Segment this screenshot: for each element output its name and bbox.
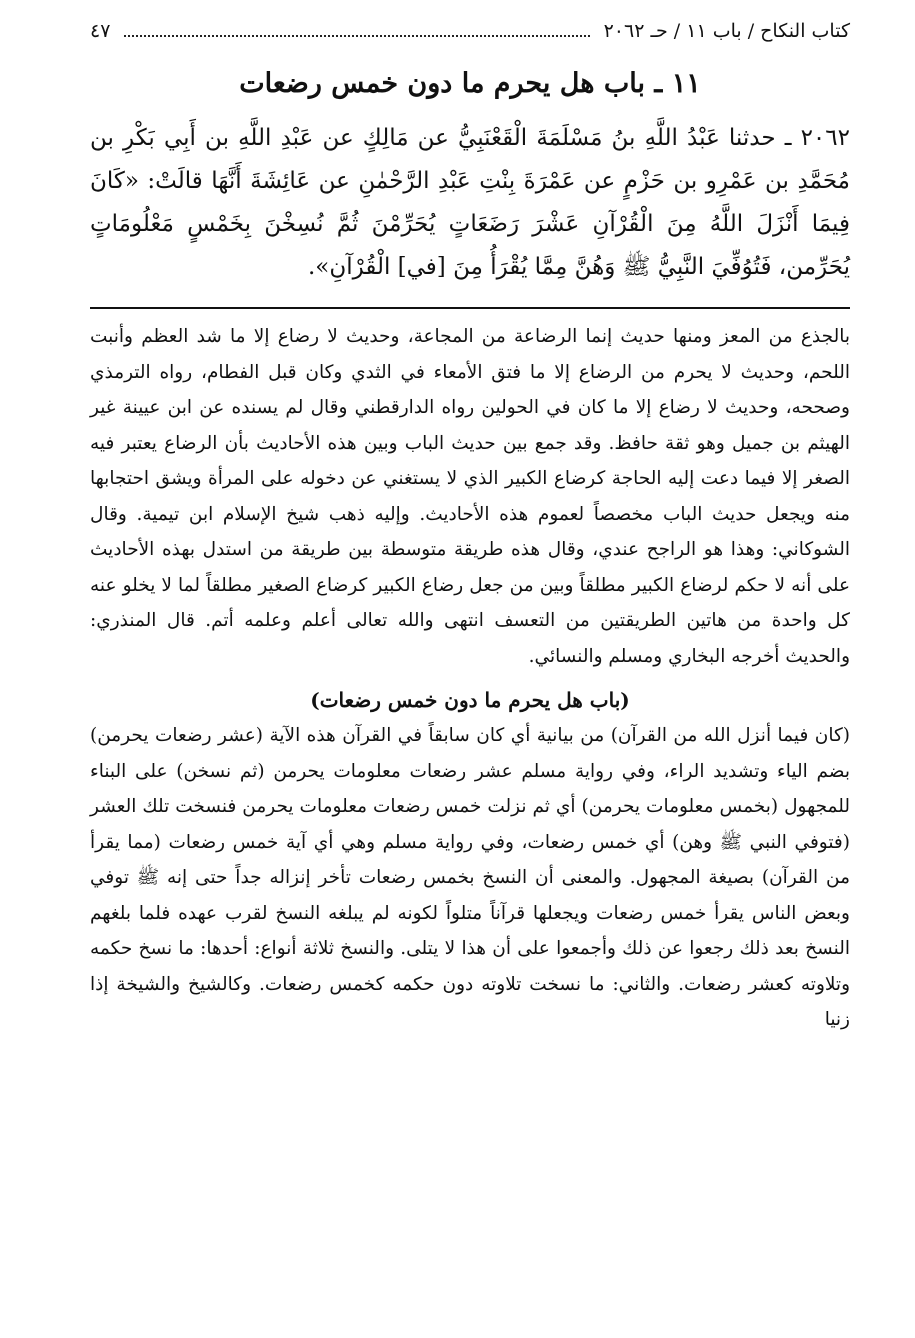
running-title: كتاب النكاح / باب ١١ / حـ ٢٠٦٢ xyxy=(603,20,850,42)
explanation-title: (باب هل يحرم ما دون خمس رضعات) xyxy=(310,688,630,712)
hadith-text: ٢٠٦٢ ـ حدثنا عَبْدُ اللَّهِ بنُ مَسْلَمَةَ الْقَعْنَبِيُّ عن مَالِكٍ عن عَبْدِ اللَّهِ بن أَبِي بَكْرِ بن مُحَمَّدِ بن عَمْرِو بن حَزْمٍ عن عَمْرَةَ بِنْتِ عَبْدِ الرَّحْمٰنِ عن عَائِشَةَ أَنَّهَا قالَتْ: «كَانَ فِيمَا أَنْزَلَ اللَّهُ مِنَ الْقُرْآنِ عَشْرَ رَضَعَاتٍ يُحَرِّمْنَ ثُمَّ نُسِخْنَ بِخَمْسٍ مَعْلُومَاتٍ يُحَرِّمن، فَتُوُفِّيَ النَّبِيُّ ﷺ وَهُنَّ مِمَّا يُقْرَأُ مِنَ [في] الْقُرْآنِ». xyxy=(90,125,850,280)
header-dot-leader xyxy=(124,21,589,37)
chapter-title: ١١ ـ باب هل يحرم ما دون خمس رضعات xyxy=(239,68,701,99)
explanation-text: (كان فيما أنزل الله من القرآن) من بيانية أي كان سابقاً في القرآن هذه الآية (عشر رضعات يحرمن) بضم الياء وتشديد الراء، وفي رواية مسلم عشر رضعات معلومات يحرمن (ثم نسخن) على البناء للمجهول (بخمس معلومات يحرمن) أي ثم نزلت خمس رضعات معلومات يحرمن فنسخت تلك العشر (فتوفي النبي ﷺ وهن) أي خمس رضعات، وفي رواية مسلم وهي أي آية خمس رضعات (مما يقرأ من القرآن) بصيغة المجهول. والمعنى أن النسخ بخمس رضعات تأخر إنزاله جداً حتى إنه ﷺ توفي وبعض الناس يقرأ خمس رضعات ويجعلها قرآناً متلواً لكونه لم يبلغه النسخ لقرب عهده فلما بلغهم النسخ بعد ذلك رجعوا عن ذلك وأجمعوا على أن هذا لا يتلى. والنسخ ثلاثة أنواع: أحدها: ما نسخ حكمه وتلاوته كعشر رضعات. والثاني: ما نسخت تلاوته دون حكمه كخمس رضعات. وكالشيخ والشيخة إذا زنيا xyxy=(90,725,850,1030)
footnote-divider xyxy=(90,307,850,309)
book-page xyxy=(90,20,850,1038)
page-number: ٤٧ xyxy=(90,20,111,42)
commentary-text: بالجذع من المعز ومنها حديث إنما الرضاعة من المجاعة، وحديث لا رضاع إلا ما شد العظم وأنبت اللحم، وحديث لا يحرم من الرضاع إلا ما فتق الأمعاء في الثدي وكان قبل الفطام، رواه الترمذي وصححه، وحديث لا رضاع إلا ما كان في الحولين رواه الدارقطني وقال لم يسنده عن ابن عيينة غير الهيثم بن جميل وهو ثقة حافظ. وقد جمع بين حديث الباب وبين هذه الأحاديث بأن الرضاع يعتبر فيه الصغر إلا فيما دعت إليه الحاجة كرضاع الكبير الذي لا يستغني عن دخوله على المرأة ويشق احتجابها منه ويجعل حديث الباب مخصصاً لعموم هذه الأحاديث. وإليه ذهب شيخ الإسلام ابن تيمية. وقال الشوكاني: وهذا هو الراجح عندي، وقال هذه طريقة متوسطة بين طريقة من استدل بهذه الأحاديث على أنه لا حكم لرضاع الكبير مطلقاً وبين من جعل رضاع الكبير كرضاع الصغير مطلقاً لما لا يخلو عنه كل واحدة من هاتين الطريقتين من التعسف انتهى والله تعالى أعلم وعلمه أتم. قال المنذري: والحديث أخرجه البخاري ومسلم والنسائي. xyxy=(90,326,850,667)
running-header xyxy=(90,20,850,54)
